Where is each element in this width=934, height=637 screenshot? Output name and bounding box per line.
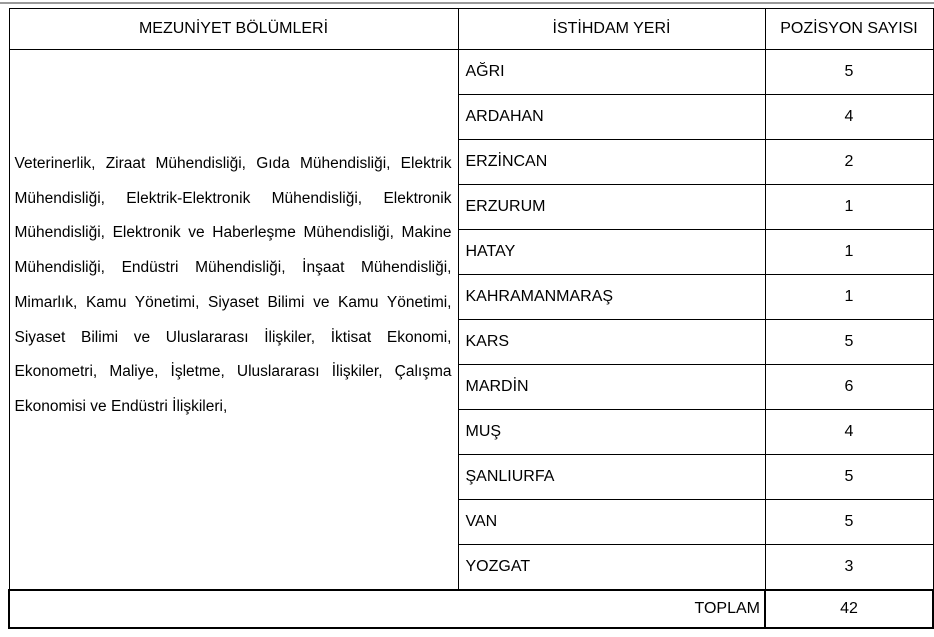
city-cell: MUŞ bbox=[458, 410, 765, 455]
total-label: TOPLAM bbox=[9, 590, 765, 628]
header-location: İSTİHDAM YERİ bbox=[458, 9, 765, 50]
positions-table bbox=[8, 8, 934, 629]
header-departments: MEZUNİYET BÖLÜMLERİ bbox=[9, 9, 458, 50]
count-cell: 1 bbox=[765, 230, 933, 275]
city-cell: MARDİN bbox=[458, 365, 765, 410]
count-cell: 6 bbox=[765, 365, 933, 410]
header-position-count: POZİSYON SAYISI bbox=[765, 9, 933, 50]
city-cell: KAHRAMANMARAŞ bbox=[458, 275, 765, 320]
count-cell: 1 bbox=[765, 275, 933, 320]
city-cell: KARS bbox=[458, 320, 765, 365]
total-row bbox=[9, 590, 933, 628]
count-cell: 3 bbox=[765, 545, 933, 591]
count-cell: 5 bbox=[765, 500, 933, 545]
departments-list: Veterinerlik, Ziraat Mühendisliği, Gıda Mühendisliği, Elektrik Mühendisliği, Elektrik-Elektronik Mühendisliği, Elektronik Mühendisliği, Elektronik ve Haberleşme Mühendisliği, Makine Mühendisliği, Endüstri Mühendisliği, İnşaat Mühendisliği, Mimarlık, Kamu Yönetimi, Siyaset Bilimi ve Kamu Yönetimi, Siyaset Bilimi ve Uluslararası İlişkiler, İktisat Ekonomi, Ekonometri, Maliye, İşletme, Uluslararası İlişkiler, Çalışma Ekonomisi ve Endüstri İlişkileri, bbox=[14, 155, 452, 415]
count-cell: 4 bbox=[765, 410, 933, 455]
departments-cell bbox=[9, 50, 458, 591]
city-cell: ERZİNCAN bbox=[458, 140, 765, 185]
city-cell: HATAY bbox=[458, 230, 765, 275]
city-cell: YOZGAT bbox=[458, 545, 765, 591]
city-cell: AĞRI bbox=[458, 50, 765, 95]
count-cell: 5 bbox=[765, 50, 933, 95]
total-value: 42 bbox=[765, 590, 933, 628]
count-cell: 5 bbox=[765, 455, 933, 500]
page-top-edge bbox=[0, 0, 934, 6]
city-cell: ARDAHAN bbox=[458, 95, 765, 140]
city-cell: VAN bbox=[458, 500, 765, 545]
table-row bbox=[9, 50, 933, 95]
city-cell: ERZURUM bbox=[458, 185, 765, 230]
count-cell: 2 bbox=[765, 140, 933, 185]
count-cell: 5 bbox=[765, 320, 933, 365]
header-row bbox=[9, 9, 933, 50]
count-cell: 1 bbox=[765, 185, 933, 230]
city-cell: ŞANLIURFA bbox=[458, 455, 765, 500]
count-cell: 4 bbox=[765, 95, 933, 140]
